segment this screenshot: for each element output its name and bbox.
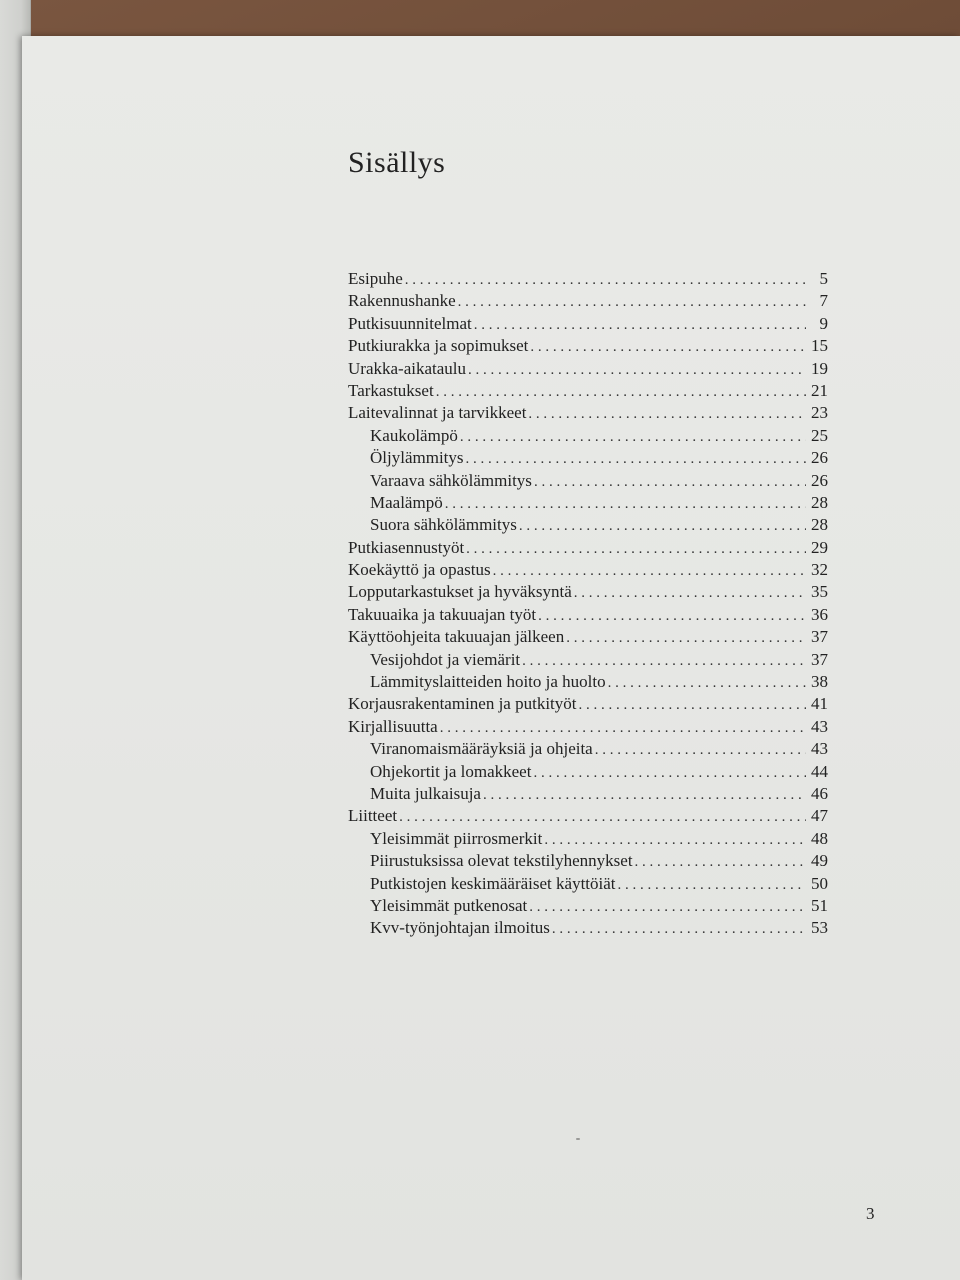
toc-entry-page: 26 [811,448,828,468]
toc-entry-label: Piirustuksissa olevat tekstilyhennykset [370,851,633,871]
toc-entry [348,604,828,626]
toc-entry [348,268,828,290]
toc-entry-page: 37 [811,627,828,647]
toc-entry [348,447,828,469]
toc-entry [348,313,828,335]
toc-entry-label: Koekäyttö ja opastus [348,560,491,580]
toc-entry-label: Kirjallisuutta [348,716,438,736]
toc-entry-label: Takuuaika ja takuuajan työt [348,604,537,624]
toc-entry-page: 51 [811,895,828,915]
toc-dot-leader [458,291,806,313]
table-of-contents [348,268,828,940]
toc-entry-label: Putkisuunnitelmat [348,313,472,333]
toc-entry-label: Lämmityslaitteiden hoito ja huolto [370,672,606,692]
toc-entry-label: Tarkastukset [348,380,434,400]
toc-dot-leader [522,650,806,672]
toc-entry [348,671,828,693]
toc-entry [348,761,828,783]
toc-entry-label: Lopputarkastukset ja hyväksyntä [348,582,572,602]
toc-entry [348,738,828,760]
toc-entry [348,783,828,805]
toc-dot-leader [405,269,806,291]
toc-dot-leader [608,672,806,694]
toc-entry [348,290,828,312]
toc-entry [348,850,828,872]
toc-dot-leader [618,874,806,896]
toc-dot-leader [538,605,806,627]
toc-entry-page: 48 [811,828,828,848]
toc-entry-page: 41 [811,694,828,714]
toc-entry-page: 7 [819,291,828,311]
toc-entry [348,492,828,514]
toc-dot-leader [466,538,806,560]
toc-dot-leader [440,717,806,739]
toc-entry-page: 32 [811,560,828,580]
toc-dot-leader [579,694,807,716]
toc-entry-label: Vesijohdot ja viemärit [370,649,521,669]
toc-entry-page: 44 [811,761,828,781]
toc-entry [348,380,828,402]
toc-dot-leader [635,851,806,873]
toc-entry [348,693,828,715]
toc-dot-leader [493,560,806,582]
toc-entry-label: Putkiasennustyöt [348,537,465,557]
toc-entry [348,335,828,357]
toc-entry-page: 25 [811,425,828,445]
toc-dot-leader [529,896,806,918]
toc-dot-leader [528,403,806,425]
toc-entry-label: Varaava sähkölämmitys [370,470,532,490]
toc-dot-leader [552,918,806,940]
toc-entry-label: Suora sähkölämmitys [370,515,517,535]
toc-dot-leader [530,336,806,358]
toc-entry-label: Öljylämmitys [370,448,464,468]
toc-entry-page: 49 [811,851,828,871]
toc-entry-page: 50 [811,873,828,893]
toc-dot-leader [483,784,806,806]
toc-entry-label: Putkistojen keskimääräiset käyttöiät [370,873,616,893]
toc-dot-leader [399,806,806,828]
toc-entry-page: 9 [819,313,828,333]
toc-entry-page: 36 [811,604,828,624]
toc-entry-page: 47 [811,806,828,826]
toc-entry-page: 28 [811,515,828,535]
toc-entry [348,358,828,380]
toc-entry [348,716,828,738]
toc-entry [348,895,828,917]
toc-dot-leader [468,359,806,381]
toc-entry-page: 5 [819,269,828,288]
toc-entry [348,626,828,648]
toc-dot-leader [595,739,806,761]
toc-entry-page: 26 [811,470,828,490]
toc-entry-label: Kvv-työnjohtajan ilmoitus [370,918,550,938]
toc-entry [348,470,828,492]
toc-entry-page: 15 [811,336,828,356]
toc-entry-page: 46 [811,783,828,803]
toc-entry-page: 43 [811,716,828,736]
toc-entry-label: Laitevalinnat ja tarvikkeet [348,403,527,423]
toc-entry [348,649,828,671]
toc-entry [348,537,828,559]
toc-entry-label: Rakennushanke [348,291,456,311]
toc-dot-leader [436,381,806,403]
toc-entry-page: 35 [811,582,828,602]
toc-entry [348,873,828,895]
toc-entry-page: 19 [811,358,828,378]
paper-speck [576,1138,580,1140]
toc-dot-leader [544,829,806,851]
toc-dot-leader [466,448,807,470]
toc-entry [348,514,828,536]
toc-entry-label: Yleisimmät piirrosmerkit [370,828,543,848]
book-page [22,36,960,1280]
toc-entry [348,828,828,850]
toc-entry-label: Käyttöohjeita takuuajan jälkeen [348,627,565,647]
toc-entry-label: Liitteet [348,806,398,826]
toc-entry-label: Urakka-aikataulu [348,358,466,378]
toc-entry-label: Esipuhe [348,269,403,288]
toc-entry-page: 28 [811,492,828,512]
toc-entry-label: Putkiurakka ja sopimukset [348,336,529,356]
toc-entry-label: Yleisimmät putkenosat [370,895,528,915]
toc-entry [348,581,828,603]
toc-dot-leader [474,314,806,336]
toc-entry-label: Korjausrakentaminen ja putkityöt [348,694,577,714]
page-number: 3 [866,1204,875,1223]
page-title: Sisällys [348,146,446,179]
toc-dot-leader [574,582,806,604]
toc-entry-label: Ohjekortit ja lomakkeet [370,761,532,781]
toc-dot-leader [460,426,806,448]
toc-entry-label: Muita julkaisuja [370,783,481,803]
toc-entry [348,917,828,939]
toc-dot-leader [566,627,806,649]
toc-dot-leader [445,493,806,515]
toc-dot-leader [533,762,806,784]
toc-entry-page: 23 [811,403,828,423]
toc-dot-leader [519,515,806,537]
toc-entry [348,559,828,581]
toc-entry [348,402,828,424]
toc-entry-label: Viranomaismääräyksiä ja ohjeita [370,739,593,759]
toc-entry [348,805,828,827]
toc-entry-page: 53 [811,918,828,938]
toc-entry-label: Maalämpö [370,492,443,512]
toc-entry-page: 29 [811,537,828,557]
toc-entry-label: Kaukolämpö [370,425,458,445]
toc-entry-page: 38 [811,672,828,692]
toc-dot-leader [534,471,806,493]
toc-entry-page: 43 [811,739,828,759]
toc-entry-page: 37 [811,649,828,669]
toc-entry-page: 21 [811,380,828,400]
toc-entry [348,425,828,447]
